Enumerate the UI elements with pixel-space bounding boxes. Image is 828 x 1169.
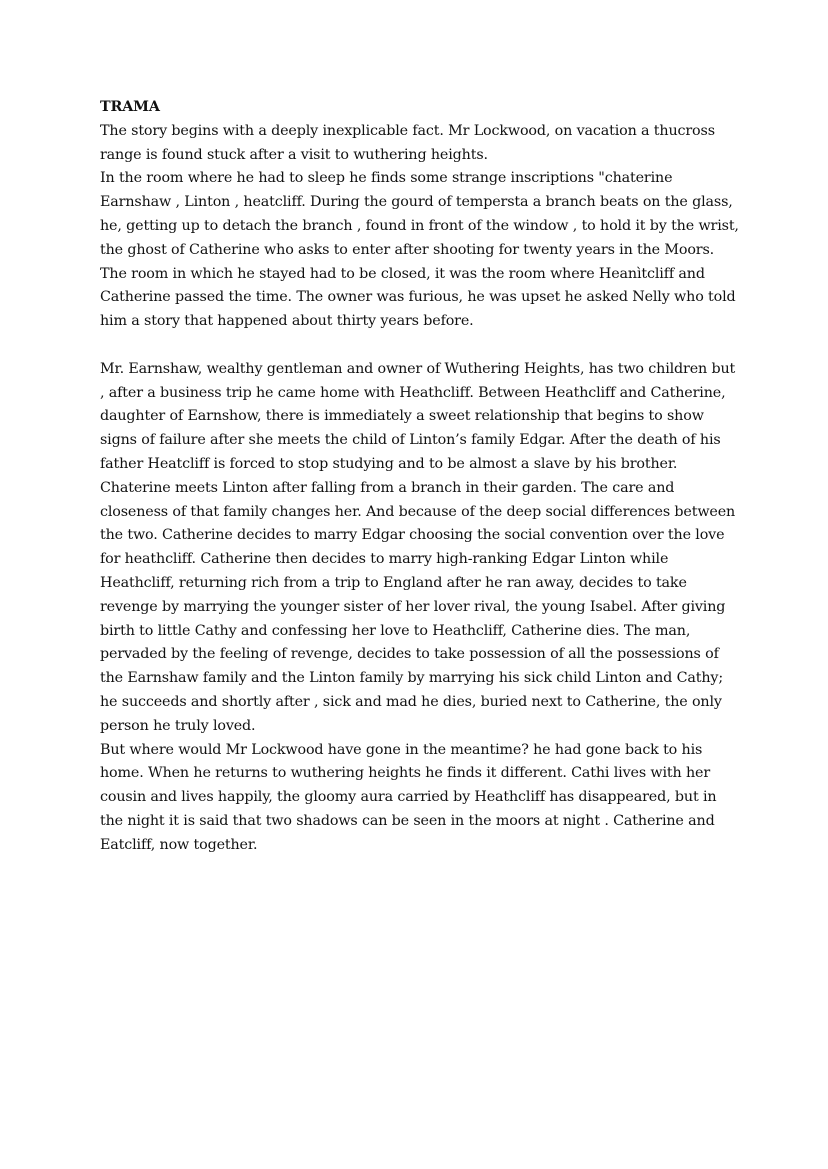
paragraph-spacer [100,334,740,358]
paragraph-intro: The story begins with a deeply inexplicable fact. Mr Lockwood, on vacation a thucross range is found stuck after a visit to wuthering heights. [100,122,715,163]
document-title: TRAMA [100,99,160,115]
document-body [100,96,740,858]
paragraph-ending: But where would Mr Lockwood have gone in the meantime? he had gone back to his home. When he returns to wuthering heights he finds it different. Cathi lives with her cousin and lives happily, the gloomy aura carried by Heathcliff has disappeared, but in the night it is said that two shadows can be seen in the moors at night . Catherine and Eatcliff, now together. [100,741,717,853]
paragraph-earnshaw: Mr. Earnshaw, wealthy gentleman and owner of Wuthering Heights, has two children but , after a business trip he came home with Heathcliff. Between Heathcliff and Catherine, daughter of Earnshow, there is immediately a sweet relationship that begins to show signs of failure after she meets the child of Linton’s family Edgar. After the death of his father Heatcliff is forced to stop studying and to be almost a slave by his brother. Chaterine meets Linton after falling from a branch in their garden. The care and closeness of that family changes her. And because of the deep social differences between the two. Catherine decides to marry Edgar choosing the social convention over the love for heathcliff. Catherine then decides to marry high-ranking Edgar Linton while Heathcliff, returning rich from a trip to England after he ran away, decides to take revenge by marrying the younger sister of her lover rival, the young Isabel. After giving birth to little Cathy and confessing her love to Heathcliff, Catherine dies. The man, pervaded by the feeling of revenge, decides to take possession of all the possessions of the Earnshaw family and the Linton family by marrying his sick child Linton and Cathy; he succeeds and shortly after , sick and mad he dies, buried next to Catherine, the only person he truly loved. [100,360,736,734]
paragraph-room: In the room where he had to sleep he finds some strange inscriptions "chaterine Earnshaw , Linton , heatcliff. During the gourd of tempersta a branch beats on the glass, he, getting up to detach the branch , found in front of the window , to hold it by the wrist, the ghost of Catherine who asks to enter after shooting for twenty years in the Moors. The room in which he stayed had to be closed, it was the room where Heanìtcliff and Catherine passed the time. The owner was furious, he was upset he asked Nelly who told him a story that happened about thirty years before. [100,170,739,330]
